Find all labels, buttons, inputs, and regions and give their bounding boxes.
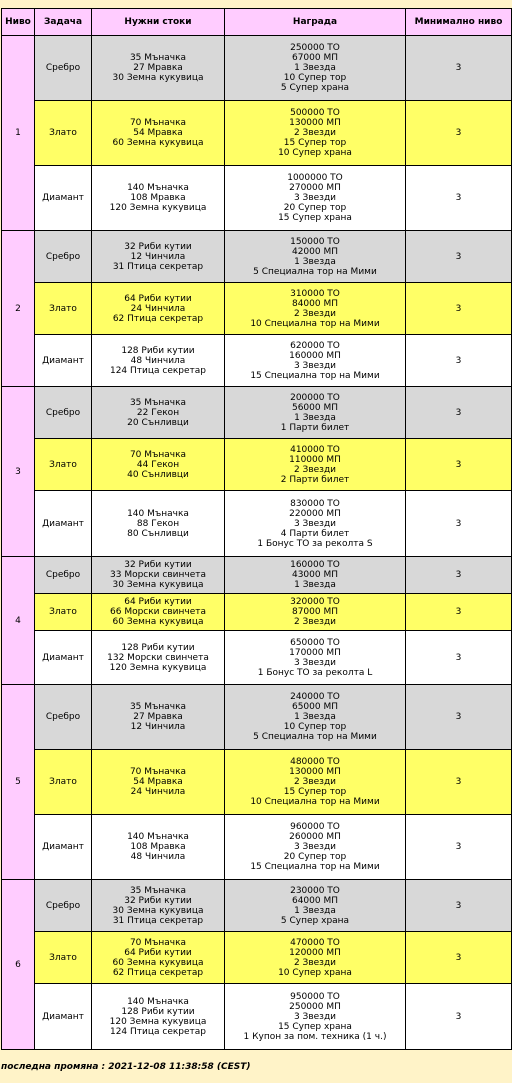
reward-cell bbox=[225, 984, 406, 1050]
min-level-cell: 3 bbox=[406, 631, 512, 685]
level-cell: 4 bbox=[2, 557, 35, 685]
reward-line: 830000 ТО bbox=[290, 498, 340, 509]
min-level-cell: 3 bbox=[406, 231, 512, 283]
reward-line: 42000 МП bbox=[291, 246, 339, 257]
min-level-cell: 3 bbox=[406, 932, 512, 984]
table-row bbox=[2, 231, 512, 283]
task-cell: Сребро bbox=[35, 36, 92, 101]
goods-line: 33 Морски свинчета bbox=[110, 570, 206, 580]
min-level-cell: 3 bbox=[406, 166, 512, 231]
reward-line: 15 Супер храна bbox=[278, 213, 352, 223]
goods-line: 80 Сънливци bbox=[127, 528, 189, 539]
goods-cell bbox=[92, 36, 225, 101]
goods-cell bbox=[92, 439, 225, 491]
goods-line: 35 Мъначка bbox=[129, 397, 187, 408]
min-level-cell: 3 bbox=[406, 387, 512, 439]
table-row bbox=[2, 631, 512, 685]
goods-line: 40 Сънливци bbox=[127, 469, 189, 480]
goods-line: 27 Мравка bbox=[133, 63, 183, 73]
last-modified: последна промяна : 2021-12-08 11:38:58 (CEST) bbox=[1, 1062, 251, 1072]
table-row bbox=[2, 932, 512, 984]
reward-line: 15 Специална тор на Мими bbox=[250, 370, 380, 381]
goods-line: 30 Земна кукувица bbox=[112, 905, 204, 916]
goods-line: 54 Мравка bbox=[133, 128, 183, 138]
reward-line: 220000 МП bbox=[289, 508, 341, 519]
reward-line: 3 Звезди bbox=[293, 1011, 337, 1022]
level-cell: 6 bbox=[2, 880, 35, 1050]
min-level-cell: 3 bbox=[406, 283, 512, 335]
header-reward: Награда bbox=[225, 9, 406, 36]
goods-cell bbox=[92, 231, 225, 283]
goods-line: 128 Риби кутии bbox=[121, 345, 195, 356]
reward-line: 3 Звезди bbox=[293, 360, 337, 371]
min-level-cell: 3 bbox=[406, 491, 512, 557]
goods-line: 62 Птица секретар bbox=[112, 313, 204, 324]
table-row bbox=[2, 685, 512, 750]
task-cell: Злато bbox=[35, 101, 92, 166]
reward-cell bbox=[225, 283, 406, 335]
goods-line: 124 Птица секретар bbox=[109, 365, 207, 376]
reward-line: 120000 МП bbox=[289, 947, 341, 958]
reward-line: 56000 МП bbox=[291, 402, 339, 413]
goods-line: 32 Риби кутии bbox=[124, 241, 192, 252]
header-task: Задача bbox=[35, 9, 92, 36]
reward-line: 2 Звезди bbox=[293, 308, 337, 319]
reward-cell bbox=[225, 880, 406, 932]
min-level-cell: 3 bbox=[406, 36, 512, 101]
reward-line: 2 Звезди bbox=[293, 617, 337, 627]
table-row bbox=[2, 101, 512, 166]
reward-line: 310000 ТО bbox=[290, 288, 340, 299]
goods-line: 20 Сънливци bbox=[127, 417, 189, 428]
min-level-cell: 3 bbox=[406, 101, 512, 166]
reward-line: 3 Звезди bbox=[293, 518, 337, 529]
table-row bbox=[2, 984, 512, 1050]
reward-line: 1000000 ТО bbox=[287, 173, 343, 183]
header-level: Ниво bbox=[2, 9, 35, 36]
min-level-cell: 3 bbox=[406, 594, 512, 631]
goods-line: 22 Гекон bbox=[136, 407, 180, 418]
table-body bbox=[2, 36, 512, 1050]
goods-cell bbox=[92, 166, 225, 231]
table-row bbox=[2, 594, 512, 631]
reward-line: 4 Парти билет bbox=[280, 528, 350, 539]
goods-line: 44 Гекон bbox=[136, 459, 180, 470]
goods-cell bbox=[92, 491, 225, 557]
reward-cell bbox=[225, 631, 406, 685]
goods-line: 60 Земна кукувица bbox=[112, 957, 204, 968]
goods-cell bbox=[92, 685, 225, 750]
header-goods: Нужни стоки bbox=[92, 9, 225, 36]
goods-line: 54 Мравка bbox=[133, 777, 183, 787]
goods-cell bbox=[92, 557, 225, 594]
reward-cell bbox=[225, 491, 406, 557]
reward-line: 87000 МП bbox=[291, 607, 339, 617]
header-row bbox=[2, 9, 512, 36]
reward-line: 15 Специална тор на Мими bbox=[250, 862, 380, 872]
min-level-cell: 3 bbox=[406, 984, 512, 1050]
reward-line: 10 Супер тор bbox=[283, 722, 347, 732]
reward-line: 1 Звезда bbox=[294, 905, 336, 916]
task-cell: Диамант bbox=[35, 984, 92, 1050]
task-cell: Сребро bbox=[35, 387, 92, 439]
task-cell: Диамант bbox=[35, 491, 92, 557]
reward-line: 2 Звезди bbox=[293, 128, 337, 138]
task-cell: Злато bbox=[35, 283, 92, 335]
reward-line: 64000 МП bbox=[291, 895, 339, 906]
goods-line: 64 Риби кутии bbox=[124, 597, 192, 607]
reward-line: 65000 МП bbox=[291, 702, 339, 712]
table-row bbox=[2, 750, 512, 815]
reward-cell bbox=[225, 335, 406, 387]
reward-line: 200000 ТО bbox=[290, 392, 340, 403]
goods-line: 140 Мъначка bbox=[127, 832, 189, 842]
goods-line: 124 Птица секретар bbox=[109, 1026, 207, 1037]
level-cell: 1 bbox=[2, 36, 35, 231]
reward-line: 5 Супер храна bbox=[280, 915, 350, 926]
goods-cell bbox=[92, 932, 225, 984]
goods-line: 120 Земна кукувица bbox=[109, 1016, 207, 1027]
task-cell: Злато bbox=[35, 932, 92, 984]
task-cell: Сребро bbox=[35, 231, 92, 283]
reward-line: 160000 ТО bbox=[290, 560, 340, 570]
reward-line: 1 Звезда bbox=[294, 712, 336, 722]
goods-line: 132 Морски свинчета bbox=[107, 652, 209, 663]
goods-line: 27 Мравка bbox=[133, 712, 183, 722]
reward-cell bbox=[225, 36, 406, 101]
goods-cell bbox=[92, 594, 225, 631]
task-cell: Злато bbox=[35, 594, 92, 631]
goods-line: 120 Земна кукувица bbox=[109, 662, 207, 673]
goods-line: 140 Мъначка bbox=[127, 183, 189, 193]
reward-line: 170000 МП bbox=[289, 647, 341, 658]
goods-line: 31 Птица секретар bbox=[112, 915, 204, 926]
goods-line: 140 Мъначка bbox=[127, 508, 189, 519]
min-level-cell: 3 bbox=[406, 880, 512, 932]
reward-cell bbox=[225, 166, 406, 231]
table-row bbox=[2, 283, 512, 335]
reward-cell bbox=[225, 439, 406, 491]
reward-line: 10 Супер храна bbox=[278, 967, 352, 978]
level-cell: 5 bbox=[2, 685, 35, 880]
task-cell: Диамант bbox=[35, 166, 92, 231]
reward-line: 1 Бонус ТО за реколта S bbox=[257, 538, 373, 549]
reward-line: 260000 МП bbox=[289, 832, 341, 842]
reward-line: 1 Звезда bbox=[294, 412, 336, 423]
quest-table bbox=[1, 8, 512, 1050]
reward-line: 3 Звезди bbox=[293, 842, 337, 852]
reward-line: 5 Супер храна bbox=[280, 83, 350, 93]
reward-line: 43000 МП bbox=[291, 570, 339, 580]
reward-line: 10 Супер храна bbox=[278, 148, 352, 158]
reward-line: 500000 ТО bbox=[290, 108, 340, 118]
goods-cell bbox=[92, 815, 225, 880]
goods-line: 24 Чинчила bbox=[130, 787, 186, 797]
reward-line: 15 Супер храна bbox=[278, 1021, 352, 1032]
task-cell: Сребро bbox=[35, 557, 92, 594]
reward-cell bbox=[225, 101, 406, 166]
reward-line: 620000 ТО bbox=[290, 340, 340, 351]
goods-line: 35 Мъначка bbox=[129, 53, 187, 63]
reward-line: 67000 МП bbox=[291, 53, 339, 63]
goods-line: 128 Риби кутии bbox=[121, 1006, 195, 1017]
goods-line: 35 Мъначка bbox=[129, 702, 187, 712]
reward-line: 5 Специална тор на Мими bbox=[253, 732, 377, 742]
goods-line: 12 Чинчила bbox=[130, 251, 186, 262]
min-level-cell: 3 bbox=[406, 685, 512, 750]
goods-cell bbox=[92, 387, 225, 439]
table-row bbox=[2, 36, 512, 101]
table-row bbox=[2, 439, 512, 491]
reward-line: 84000 МП bbox=[291, 298, 339, 309]
reward-line: 2 Звезди bbox=[293, 464, 337, 475]
reward-line: 1 Купон за пом. техника (1 ч.) bbox=[243, 1031, 387, 1042]
min-level-cell: 3 bbox=[406, 557, 512, 594]
reward-line: 1 Парти билет bbox=[280, 422, 350, 433]
reward-line: 110000 МП bbox=[289, 454, 341, 465]
reward-line: 240000 ТО bbox=[290, 692, 340, 702]
reward-line: 15 Супер тор bbox=[283, 787, 347, 797]
reward-line: 160000 МП bbox=[289, 350, 341, 361]
task-cell: Злато bbox=[35, 750, 92, 815]
goods-line: 32 Риби кутии bbox=[124, 560, 192, 570]
goods-line: 64 Риби кутии bbox=[124, 947, 192, 958]
goods-line: 60 Земна кукувица bbox=[112, 617, 204, 627]
reward-cell bbox=[225, 750, 406, 815]
table-row bbox=[2, 335, 512, 387]
reward-line: 15 Супер тор bbox=[283, 138, 347, 148]
goods-line: 140 Мъначка bbox=[127, 996, 189, 1007]
reward-line: 960000 ТО bbox=[290, 822, 340, 832]
goods-cell bbox=[92, 335, 225, 387]
goods-line: 88 Гекон bbox=[136, 518, 180, 529]
task-cell: Сребро bbox=[35, 685, 92, 750]
reward-cell bbox=[225, 594, 406, 631]
reward-line: 130000 МП bbox=[289, 767, 341, 777]
reward-line: 470000 ТО bbox=[290, 937, 340, 948]
goods-cell bbox=[92, 750, 225, 815]
reward-cell bbox=[225, 685, 406, 750]
reward-cell bbox=[225, 231, 406, 283]
table-row bbox=[2, 880, 512, 932]
goods-cell bbox=[92, 631, 225, 685]
reward-line: 20 Супер тор bbox=[283, 852, 347, 862]
reward-line: 1 Звезда bbox=[294, 256, 336, 267]
reward-line: 320000 ТО bbox=[290, 597, 340, 607]
reward-line: 950000 ТО bbox=[290, 991, 340, 1002]
goods-line: 60 Земна кукувица bbox=[112, 138, 204, 148]
reward-line: 250000 ТО bbox=[290, 43, 340, 53]
goods-cell bbox=[92, 283, 225, 335]
reward-line: 650000 ТО bbox=[290, 637, 340, 648]
min-level-cell: 3 bbox=[406, 335, 512, 387]
reward-cell bbox=[225, 932, 406, 984]
task-cell: Диамант bbox=[35, 815, 92, 880]
goods-line: 32 Риби кутии bbox=[124, 895, 192, 906]
task-cell: Диамант bbox=[35, 335, 92, 387]
goods-line: 31 Птица секретар bbox=[112, 261, 204, 272]
min-level-cell: 3 bbox=[406, 750, 512, 815]
goods-line: 62 Птица секретар bbox=[112, 967, 204, 978]
reward-cell bbox=[225, 387, 406, 439]
table-row bbox=[2, 387, 512, 439]
reward-line: 130000 МП bbox=[289, 118, 341, 128]
goods-line: 35 Мъначка bbox=[129, 885, 187, 896]
min-level-cell: 3 bbox=[406, 815, 512, 880]
goods-cell bbox=[92, 984, 225, 1050]
goods-line: 70 Мъначка bbox=[129, 767, 187, 777]
reward-line: 410000 ТО bbox=[290, 444, 340, 455]
goods-line: 24 Чинчила bbox=[130, 303, 186, 314]
goods-line: 120 Земна кукувица bbox=[109, 203, 207, 213]
reward-line: 480000 ТО bbox=[290, 757, 340, 767]
reward-line: 1 Звезда bbox=[294, 580, 336, 590]
reward-line: 1 Звезда bbox=[294, 63, 336, 73]
reward-cell bbox=[225, 557, 406, 594]
goods-line: 70 Мъначка bbox=[129, 937, 187, 948]
task-cell: Злато bbox=[35, 439, 92, 491]
reward-line: 10 Специална тор на Мими bbox=[250, 797, 380, 807]
reward-line: 150000 ТО bbox=[290, 236, 340, 247]
reward-line: 250000 МП bbox=[289, 1001, 341, 1012]
reward-line: 5 Специална тор на Мими bbox=[253, 266, 377, 277]
goods-line: 30 Земна кукувица bbox=[112, 580, 204, 590]
header-min-level: Минимално ниво bbox=[406, 9, 512, 36]
goods-line: 64 Риби кутии bbox=[124, 293, 192, 304]
reward-line: 230000 ТО bbox=[290, 885, 340, 896]
goods-line: 108 Мравка bbox=[130, 193, 186, 203]
min-level-cell: 3 bbox=[406, 439, 512, 491]
table-row bbox=[2, 491, 512, 557]
table-row bbox=[2, 557, 512, 594]
goods-line: 128 Риби кутии bbox=[121, 642, 195, 653]
task-cell: Диамант bbox=[35, 631, 92, 685]
reward-line: 2 Парти билет bbox=[280, 474, 350, 485]
goods-line: 66 Морски свинчета bbox=[110, 607, 206, 617]
goods-cell bbox=[92, 101, 225, 166]
reward-line: 10 Специална тор на Мими bbox=[250, 318, 380, 329]
reward-line: 1 Бонус ТО за реколта L bbox=[257, 667, 373, 678]
level-cell: 2 bbox=[2, 231, 35, 387]
reward-line: 20 Супер тор bbox=[283, 203, 347, 213]
goods-line: 108 Мравка bbox=[130, 842, 186, 852]
task-cell: Сребро bbox=[35, 880, 92, 932]
goods-cell bbox=[92, 880, 225, 932]
goods-line: 48 Чинчила bbox=[130, 355, 186, 366]
reward-line: 270000 МП bbox=[289, 183, 341, 193]
goods-line: 48 Чинчила bbox=[130, 852, 186, 862]
reward-line: 2 Звезди bbox=[293, 957, 337, 968]
reward-line: 2 Звезди bbox=[293, 777, 337, 787]
goods-line: 12 Чинчила bbox=[130, 722, 186, 732]
reward-line: 10 Супер тор bbox=[283, 73, 347, 83]
reward-line: 3 Звезди bbox=[293, 657, 337, 668]
reward-cell bbox=[225, 815, 406, 880]
goods-line: 70 Мъначка bbox=[129, 118, 187, 128]
table-row bbox=[2, 815, 512, 880]
table-row bbox=[2, 166, 512, 231]
goods-line: 70 Мъначка bbox=[129, 449, 187, 460]
reward-line: 3 Звезди bbox=[293, 193, 337, 203]
goods-line: 30 Земна кукувица bbox=[112, 73, 204, 83]
level-cell: 3 bbox=[2, 387, 35, 557]
